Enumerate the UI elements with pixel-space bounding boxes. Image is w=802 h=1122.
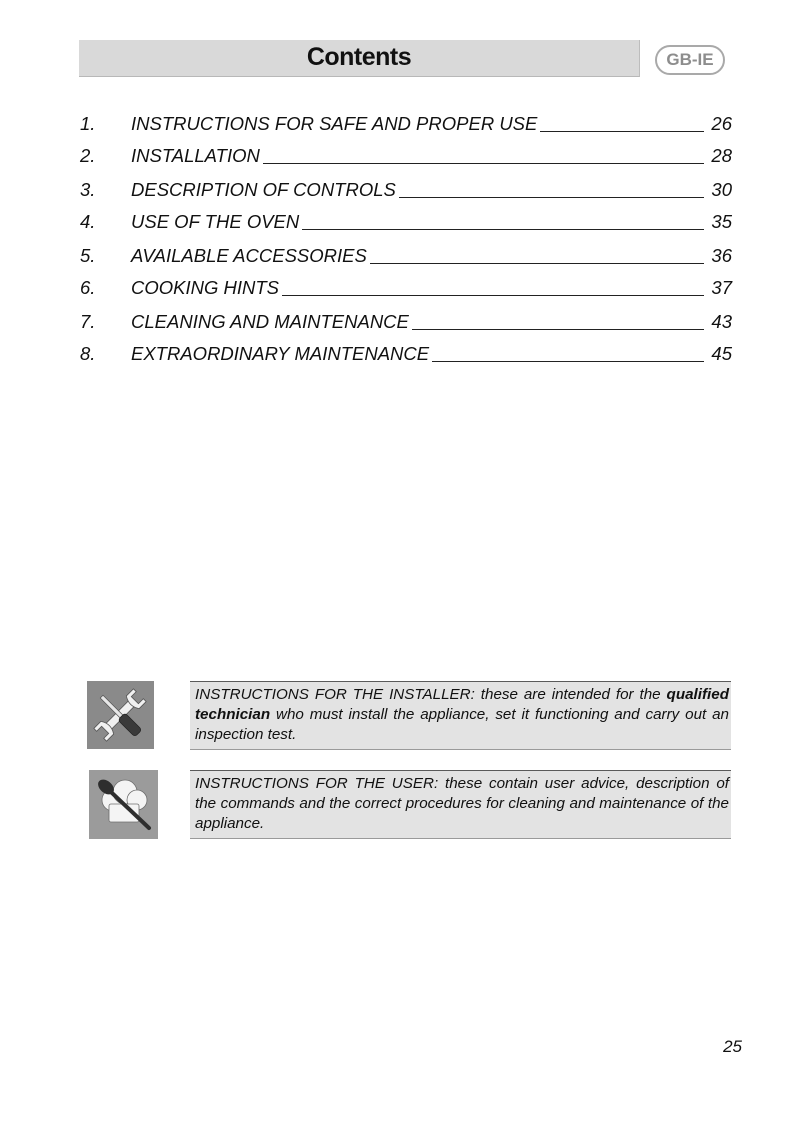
toc-entry[interactable] — [80, 277, 732, 301]
toc-number: 5. — [80, 245, 96, 266]
toc-title: DESCRIPTION OF CONTROLS — [131, 179, 396, 200]
installer-note-text: INSTRUCTIONS FOR THE INSTALLER: these are intended for the — [195, 686, 667, 703]
toc-title: INSTRUCTIONS FOR SAFE AND PROPER USE — [131, 113, 538, 134]
toc-entry[interactable] — [80, 145, 732, 169]
toc-title: CLEANING AND MAINTENANCE — [131, 311, 409, 332]
toc-title: USE OF THE OVEN — [131, 211, 300, 232]
toc-entry[interactable] — [80, 179, 732, 203]
installer-note-text-end: who must install the appliance, set it functioning and carry out an inspection test. — [195, 706, 729, 743]
tools-icon — [87, 681, 154, 749]
toc-page: 37 — [711, 277, 732, 298]
installer-note-bold: qualified technician — [195, 686, 729, 723]
toc-title: EXTRAORDINARY MAINTENANCE — [131, 343, 430, 364]
installer-note — [190, 681, 731, 750]
toc-number: 3. — [80, 179, 96, 200]
toc-leader — [263, 162, 704, 164]
toc-leader — [302, 228, 704, 230]
toc-entry[interactable] — [80, 245, 732, 269]
toc-page: 36 — [711, 245, 732, 266]
toc-page: 28 — [711, 145, 732, 166]
toc-leader — [432, 360, 704, 362]
toc-leader — [540, 130, 704, 132]
toc-entry[interactable] — [80, 311, 732, 335]
toc-entry[interactable] — [80, 343, 732, 367]
toc-entry[interactable] — [80, 211, 732, 235]
page-title: Contents — [306, 43, 412, 71]
toc-page: 43 — [711, 311, 732, 332]
toc-number: 1. — [80, 113, 96, 134]
toc-title: INSTALLATION — [131, 145, 260, 166]
toc-leader — [282, 294, 704, 296]
spoon-chef-hat-icon — [89, 770, 158, 839]
toc-number: 7. — [80, 311, 96, 332]
toc-page: 26 — [711, 113, 732, 134]
user-note: INSTRUCTIONS FOR THE USER: these contain user advice, description of the commands and the correct procedures for cleaning and maintenance of the appliance. — [190, 770, 731, 839]
language-badge: GB-IE — [655, 45, 725, 75]
toc-title: COOKING HINTS — [131, 277, 280, 298]
header-bar — [79, 40, 640, 77]
toc-entry[interactable] — [80, 113, 732, 137]
page-number: 25 — [723, 1037, 742, 1056]
toc-page: 35 — [711, 211, 732, 232]
toc-leader — [412, 328, 704, 330]
toc-number: 4. — [80, 211, 96, 232]
toc-number: 6. — [80, 277, 96, 298]
toc-leader — [370, 262, 704, 264]
toc-leader — [399, 196, 704, 198]
toc-number: 2. — [80, 145, 96, 166]
toc-title: AVAILABLE ACCESSORIES — [131, 245, 367, 266]
toc-number: 8. — [80, 343, 96, 364]
toc-page: 45 — [711, 343, 732, 364]
toc-page: 30 — [711, 179, 732, 200]
